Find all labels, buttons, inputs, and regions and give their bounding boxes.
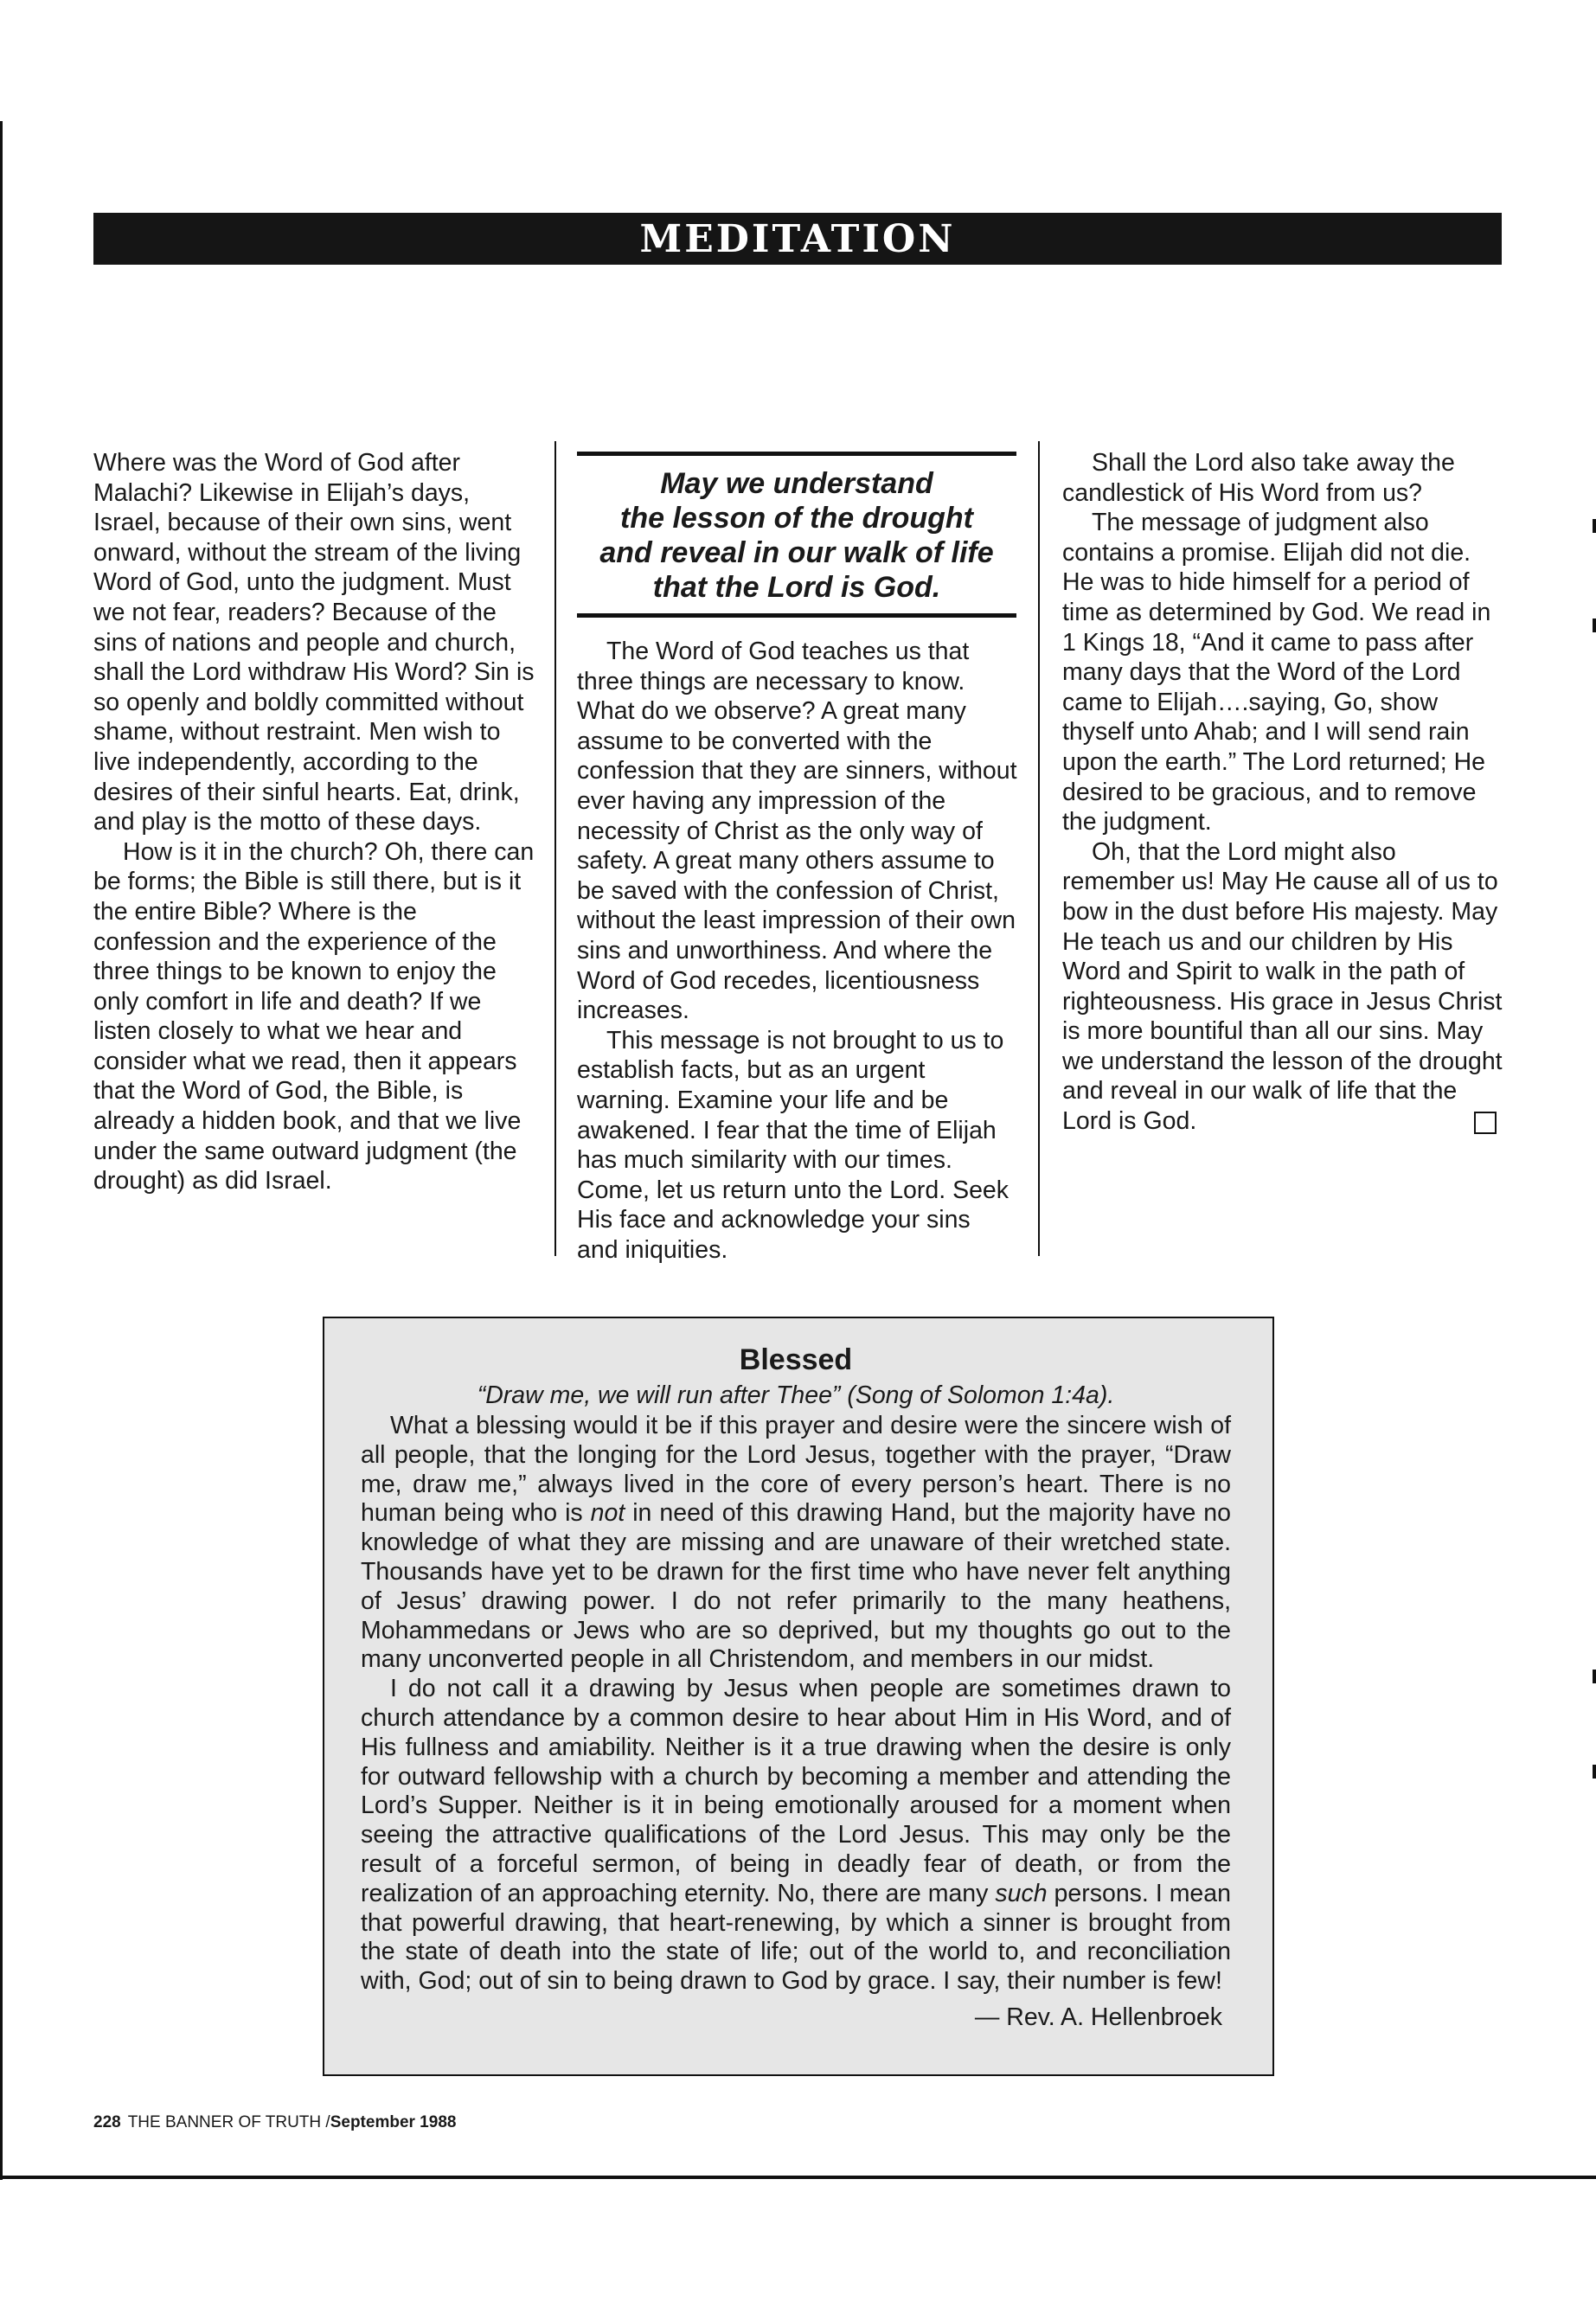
binding-mark	[1593, 1765, 1596, 1779]
pull-quote-line: that the Lord is God.	[652, 571, 941, 604]
text-run: What a blessing would it be if this prayer and desire were the sincere wish of all people, that the longing for the Lord Jesus, together with the prayer, “Draw me, draw me,” always lived in the core of every person’s heart. There is no human being who is	[361, 1412, 1231, 1528]
page-footer	[93, 2112, 456, 2133]
text-run: in need of this drawing Hand, but the majority have no knowledge of what they are missing and are unaware of their wretched state. Thousands have yet to be drawn for the first time who have never felt anything of Jesus’ drawing power. I do not refer primarily to the many heathens, Mohammedans or Jews who are so deprived, but my thoughts go out to the many unconverted people in all Christendom, and members in our midst.	[361, 1499, 1231, 1674]
article-column-left	[93, 448, 535, 1196]
sidebar-box-blessed	[323, 1317, 1274, 2076]
paragraph: The message of judgment also contains a promise. Elijah did not die. He was to hide himself for a period of time as determined by God. We read in 1 Kings 18, “And it came to pass after many days that the Word of the Lord came to Elijah….saying, Go, show thyself unto Ahab; and I will send rain upon the earth.” The Lord returned; He desired to be gracious, and to remove the judgment.	[1062, 509, 1491, 836]
sidebar-content	[361, 1343, 1231, 2033]
article-column-right	[1062, 448, 1503, 1137]
sidebar-title: Blessed	[739, 1343, 853, 1376]
binding-mark	[1593, 1670, 1596, 1683]
page-edge-left	[0, 121, 3, 2180]
paragraph-text: Oh, that the Lord might also remember us! May He cause all of us to bow in the dust before His majesty. May He teach us and our children by His Word and Spirit to walk in the path of righteousness. His grace in Jesus Christ is more bountiful than all our sins. May we understand the lesson of the drought and reveal in our walk of life that the Lord is God.	[1062, 837, 1503, 1136]
issue-date: September 1988	[330, 2113, 457, 2131]
paragraph: Where was the Word of God after Malachi? Likewise in Elijah’s days, Israel, because of their own sins, went onward, without the stream of the living Word of God, unto the judgment. Must we not fear, readers? Because of the sins of nations and people and church, shall the Lord withdraw His Word? Sin is so openly and boldly committed without shame, without restraint. Men wish to live independently, according to the desires of their sinful hearts. Eat, drink, and play is the motto of these days.	[93, 449, 535, 836]
pull-quote	[577, 462, 1016, 609]
paragraph: The Word of God teaches us that three things are necessary to know. What do we observe? A great many assume to be converted with the confession that they are sinners, without ever having any impression of the necessity of Christ as the only way of safety. A great many others assume to be saved with the confession of Christ, without the least impression of their own sins and unworthiness. And where the Word of God recedes, licentiousness increases.	[577, 638, 1017, 1025]
paragraph: Shall the Lord also take away the candlestick of His Word from us?	[1062, 449, 1455, 507]
pullquote-rule-top	[577, 452, 1016, 456]
pull-quote-line: May we understand	[660, 467, 933, 500]
text-run: persons. I mean that powerful drawing, that heart-renewing, by which a sinner is brought from the state of death into the state of life; out of the world to, and reconciliation with, God; out of sin to being drawn to God by grace. I say, their number is few!	[361, 1879, 1231, 1996]
pull-quote-line: the lesson of the drought	[620, 502, 973, 535]
page-number: 228	[93, 2113, 121, 2131]
sidebar-scripture-quote: “Draw me, we will run after Thee” (Song of Solomon 1:4a).	[477, 1381, 1115, 1409]
section-masthead: MEDITATION	[93, 213, 1502, 265]
text-run: I do not call it a drawing by Jesus when people are sometimes drawn to church attendance by a common desire to hear about Him in His Word, and of His fullness and amiability. Neither is it a true drawing when the desire is only for outward fellowship with a church by becoming a member and attending the Lord’s Supper. Neither is it in being emotionally aroused for a moment when seeing the attractive qualifications of the Lord Jesus. This may only be the result of a forceful sermon, of being in deadly fear of death, or from the realization of an approaching eternity. No, there are many	[361, 1675, 1231, 1907]
pull-quote-line: and reveal in our walk of life	[599, 536, 994, 569]
publication-name: THE BANNER OF TRUTH /	[127, 2113, 330, 2131]
end-mark-icon	[1474, 1112, 1497, 1134]
sidebar-attribution: — Rev. A. Hellenbroek	[974, 2003, 1222, 2031]
emphasis: such	[995, 1879, 1048, 1907]
pullquote-rule-bottom	[577, 613, 1016, 618]
paragraph-final	[1062, 837, 1503, 1137]
sidebar-paragraph	[361, 1675, 1231, 1997]
sidebar-paragraph	[361, 1412, 1231, 1675]
scan-margin	[0, 0, 1596, 121]
column-divider	[554, 441, 556, 1256]
binding-mark	[1593, 519, 1596, 533]
emphasis: not	[590, 1499, 625, 1528]
paragraph: How is it in the church? Oh, there can be forms; the Bible is still there, but is it the entire Bible? Where is the confession and the experience of the three things to be known to enjoy the only comfort in life and death? If we listen closely to what we hear and consider what we read, then it appears that the Word of God, the Bible, is already a hidden book, and that we live under the same outward judgment (the drought) as did Israel.	[93, 837, 535, 1195]
page-edge-bottom	[0, 2176, 1596, 2179]
paragraph: This message is not brought to us to establish facts, but as an urgent warning. Examine your life and be awakened. I fear that the time of Elijah has much similarity with our times. Come, let us return unto the Lord. Seek His face and acknowledge your sins and iniquities.	[577, 1026, 1010, 1264]
column-divider	[1038, 441, 1040, 1256]
binding-mark	[1593, 619, 1596, 632]
article-column-middle	[577, 637, 1018, 1265]
